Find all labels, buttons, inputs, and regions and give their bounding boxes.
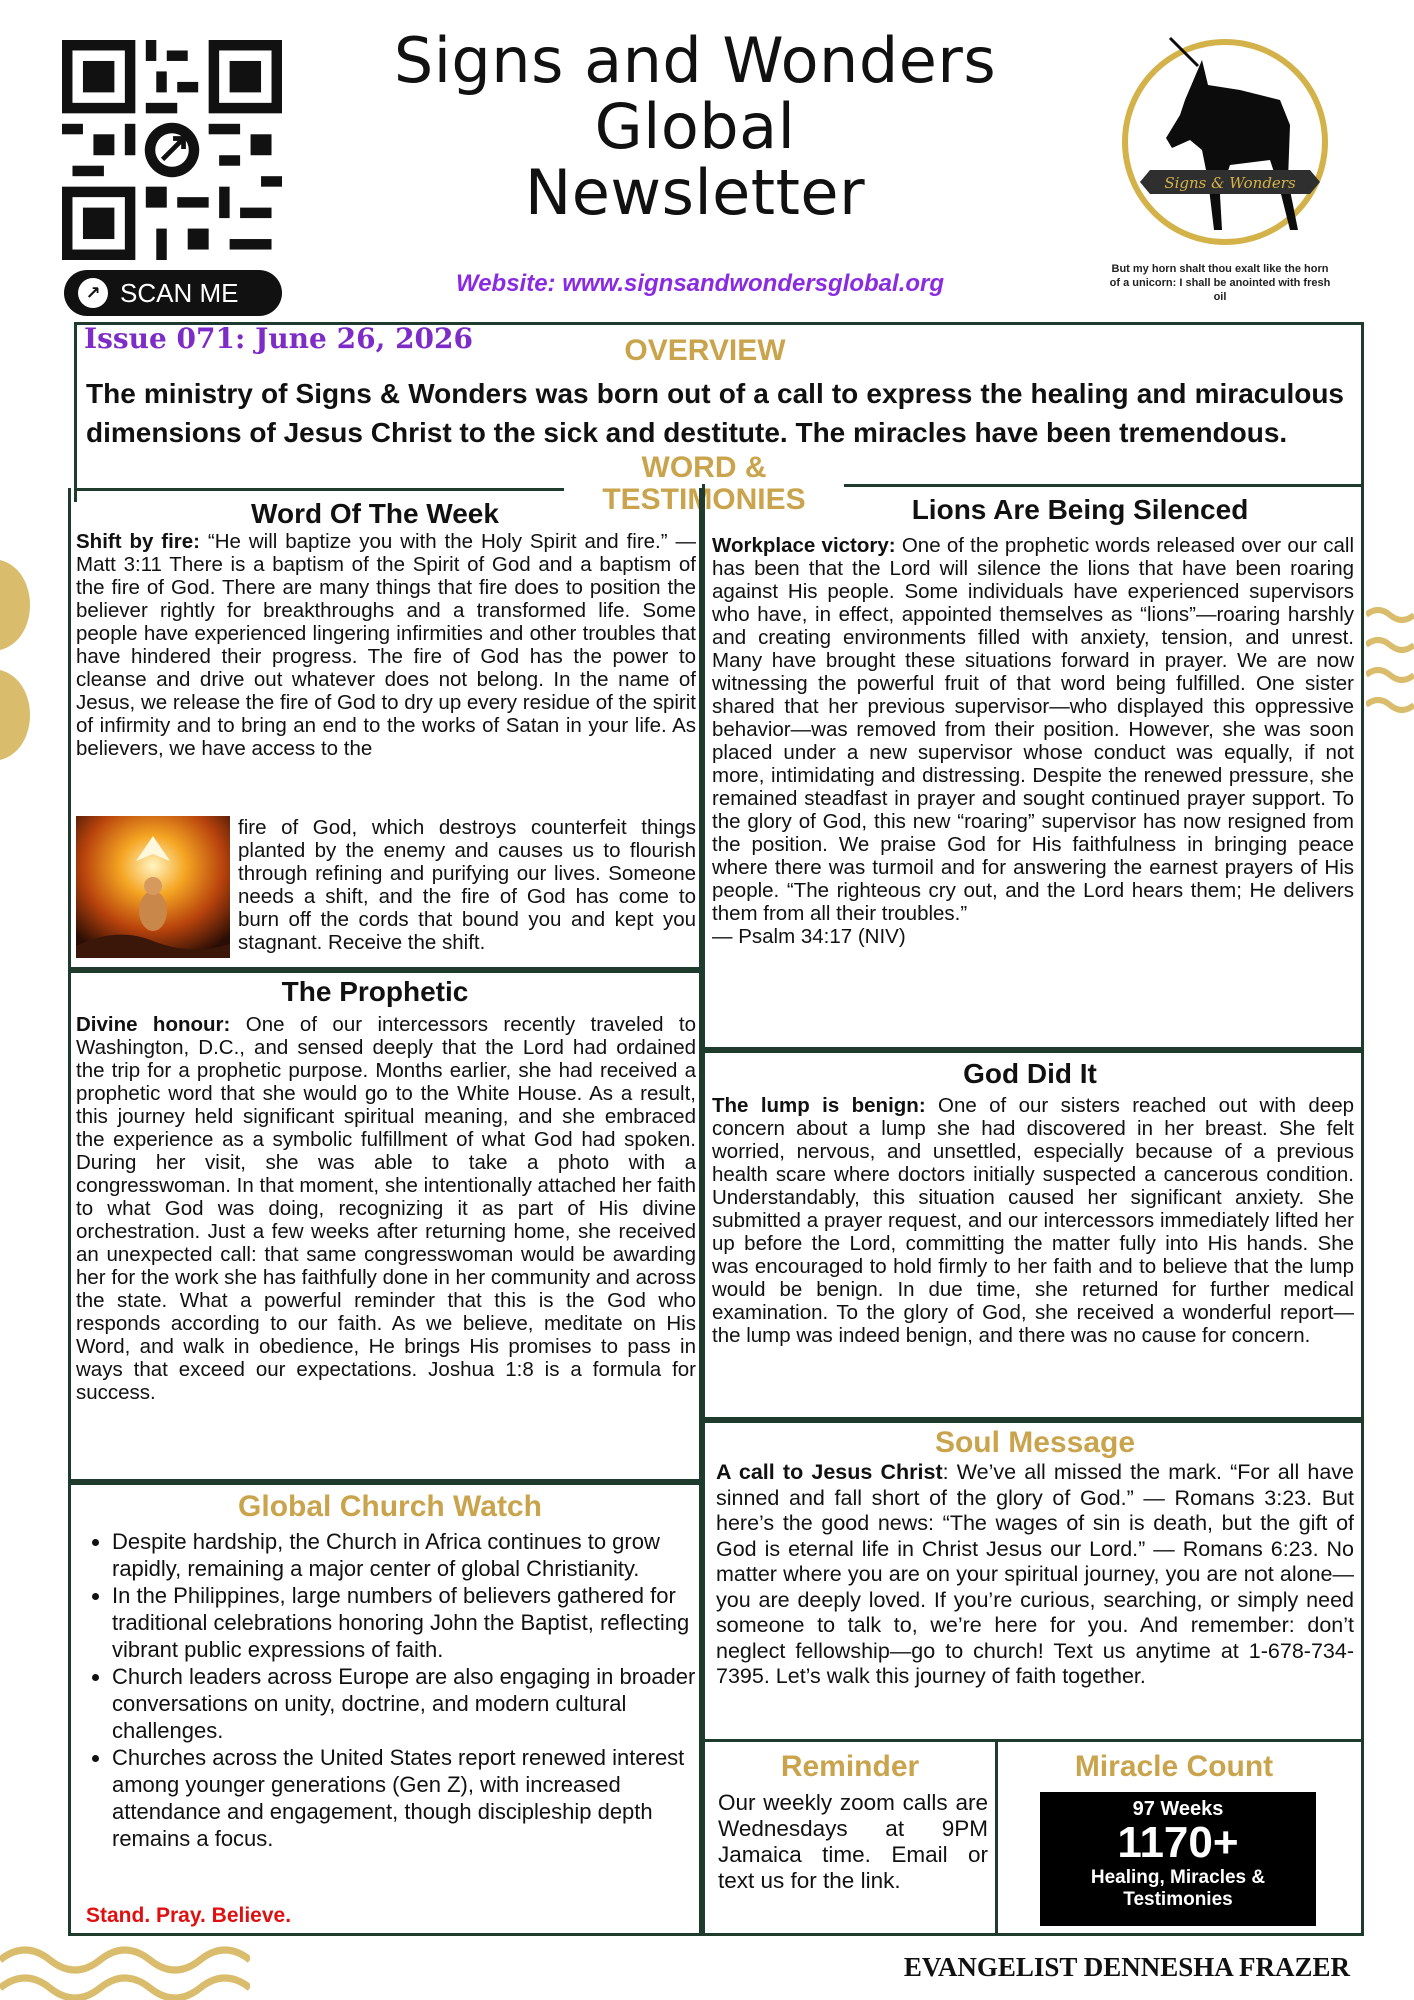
scan-me-button[interactable] (64, 270, 282, 316)
word-of-week-title: Word Of The Week (251, 498, 499, 529)
gold-waves-right (1366, 605, 1414, 715)
word-of-week-text (76, 530, 696, 760)
overview-text: The ministry of Signs & Wonders was born out of a call to express the healing and miraculous dimensions of Jesus Christ to the sick and destitute. The miracles have been tremendous. (86, 378, 1344, 448)
lions-text (712, 534, 1354, 948)
miracle-caption: Healing, Miracles & Testimonies (1090, 1867, 1266, 1910)
lions-reference: — Psalm 34:17 (NIV) (712, 925, 906, 948)
lions-lead: Workplace victory: (712, 534, 896, 557)
divider-line-mid (702, 1050, 1364, 1053)
lions-title: Lions Are Being Silenced (911, 494, 1249, 525)
word-of-week-side-text: fire of God, which destroys counterfeit things planted by the enemy and causes us to flourish through refining and purifying our lives. Someone needs a shift, and the fire of God has come to burn off the cords that bound you and kept you stagnant. Receive the shift. (238, 816, 696, 954)
title-line-3: Newsletter (524, 156, 866, 229)
logo-banner-text: Signs & Wonders (1164, 174, 1296, 192)
god-did-it-title: God Did It (963, 1058, 1097, 1089)
website-link[interactable]: Website: www.signsandwondersglobal.org (455, 270, 945, 297)
miracle-total: 1170+ (1117, 1818, 1239, 1867)
global-watch-item: • Church leaders across Europe are also engaging in broader conversations on unity, doctrine, and modern cultural challenges. (112, 1663, 722, 1744)
miracle-weeks: 97 Weeks (1132, 1798, 1224, 1820)
gold-waves-bottom (0, 1940, 250, 2000)
global-watch-list (84, 1528, 722, 1852)
soul-message-body: : We’ve all missed the mark. “For all have sinned and fall short of the glory of God.” — Romans 3:23. But here’s the good news: “The wages of sin is death, but the gift of God is eternal life in Christ Jesus our Lord.” — Romans 6:23. No matter where you are on your spiritual journey, you are not alone—you are deeply loved. If you’re curious, searching, or simply need someone to talk to, we’re here for you. And remember: don’t neglect fellowship—go to church! Text us anytime at 1-678-734-7395. Let’s walk this journey of faith together. (716, 1460, 1354, 1688)
soul-message-title: Soul Message (934, 1426, 1136, 1459)
global-watch-item: • Churches across the United States report renewed interest among younger generations (Gen Z), with increased attendance and engagement, though discipleship depth remains a focus. (112, 1744, 722, 1852)
prophetic-title: The Prophetic (281, 976, 469, 1007)
reminder-text: Our weekly zoom calls are Wednesdays at 9PM Jamaica time. Email or text us for the link. (718, 1790, 988, 1893)
title-line-1: Signs and Wonders (393, 24, 997, 97)
reminder-title: Reminder (780, 1750, 920, 1783)
footer-author: EVANGELIST DENNESHA FRAZER (903, 1952, 1350, 1982)
god-did-it-body: One of our sisters reached out with deep concern about a lump she had discovered in her breast. She felt worried, nervous, and unsettled, especially because of a previous health scare where doctors initially suspected a cancerous condition. Understandably, this situation caused her significant anxiety. She submitted a prayer request, and our intercessors immediately lifted her up before the Lord, committing the matter fully into His hands. She was encouraged to hold firmly to her faith and to believe that the lump would be benign. In due time, she returned for further medical examination. To the glory of God, she received a wonderful report—the lump was indeed benign, and there was no cause for concern. (712, 1094, 1354, 1347)
word-testimonies-line-1: WORD & (641, 451, 767, 484)
prophetic-lead: Divine honour: (76, 1013, 231, 1036)
prophetic-body: One of our intercessors recently traveled to Washington, D.C., and sensed deeply that the Lord had ordained the trip for a prophetic purpose. Months earlier, she had received a prophetic word that she would go to the White House. As a result, this journey held significant spiritual meaning, and she embraced the experience as a symbolic fulfillment of what God had spoken. During her visit, she was able to take a photo with a congresswoman. In that moment, she intentionally attached her faith to what God was doing, recognizing it as part of His divine orchestration. Just a few weeks after returning home, she received an unexpected call: that same congresswoman would be awarding her for the work she has faithfully done in her community and across the state. What a powerful reminder that this is the God who responds according to our faith. As we believe, meditate on His Word, and walk in obedience, He brings His promises to pass in ways that exceed our expectations. Joshua 1:8 is a formula for success. (76, 1013, 696, 1404)
soul-message-text (716, 1460, 1354, 1690)
god-did-it-lead: The lump is benign: (712, 1094, 926, 1117)
scan-me-label: SCAN ME (120, 277, 239, 308)
miracle-count-title: Miracle Count (1074, 1750, 1274, 1783)
global-watch-item: • In the Philippines, large numbers of believers gathered for traditional celebrations honoring John the Baptist, reflecting vibrant public expressions of faith. (112, 1582, 722, 1663)
title-line-2: Global (594, 90, 796, 163)
unicorn-logo-icon (1090, 30, 1340, 260)
miracle-count-panel (1040, 1792, 1316, 1926)
word-testimonies-line-2: TESTIMONIES (602, 483, 806, 516)
newsletter-title (300, 24, 1090, 229)
logo-motto: But my horn shalt thou exalt like the horn of a unicorn: I shall be anointed with fresh oil (1109, 263, 1331, 303)
overview-title: OVERVIEW (624, 334, 786, 367)
global-watch-title: Global Church Watch (238, 1490, 542, 1523)
word-of-week-lead: Shift by fire: (76, 530, 201, 553)
global-watch-item: • Despite hardship, the Church in Africa continues to grow rapidly, remaining a major center of global Christianity. (112, 1528, 722, 1582)
god-did-it-text (712, 1094, 1354, 1347)
issue-number: Issue 071: June 26, 2026 (84, 322, 473, 355)
qr-code-icon[interactable] (62, 40, 282, 260)
word-of-week-body: “He will baptize you with the Holy Spirit and fire.” — Matt 3:11 There is a baptism of the Spirit of God and a baptism of the fire of God. There are many things that fire does to position the believer rightly for breakthroughs and a transformed life. Some people have experienced lingering infirmities and other troubles that have hindered their progress. The fire of God has the power to cleanse and drive out whatever does not belong. In the name of Jesus, we release the fire of God to dry up every residue of the spirit of infirmity and to bring an end to the works of Satan in your life. As believers, we have access to the (76, 530, 696, 760)
lions-body: One of the prophetic words released over our call has been that the Lord will silence the lions that have been roaring against His people. Some individuals have experienced supervisors who have, in effect, appointed themselves as “lions”—roaring harshly and creating environments filled with anxiety, tension, and unrest. Many have brought these situations forward in prayer. We are now witnessing the powerful fruit of that word being fulfilled. One sister shared that her previous supervisor—who displayed this oppressive behavior—was removed from their position. However, she was soon placed under a new supervisor whose conduct was equally, if not more, intimidating and distressing. Despite the renewed pressure, she remained steadfast in prayer and sought continued prayer support. To the glory of God, this new “roaring” supervisor has now resigned from the position. We praise God for His faithfulness in bringing peace where there was turmoil and for answering the earnest prayers of His people. “The righteous cry out, and the Lord hears them; He delivers them from all their troubles.” (712, 534, 1354, 925)
link-icon: ↗ (78, 278, 108, 308)
gold-scallop-left (0, 560, 52, 760)
soul-message-lead: A call to Jesus Christ (716, 1460, 943, 1484)
fire-baptism-image (76, 816, 230, 958)
global-watch-tagline: Stand. Pray. Believe. (86, 1904, 292, 1927)
prophetic-text (76, 1013, 696, 1404)
